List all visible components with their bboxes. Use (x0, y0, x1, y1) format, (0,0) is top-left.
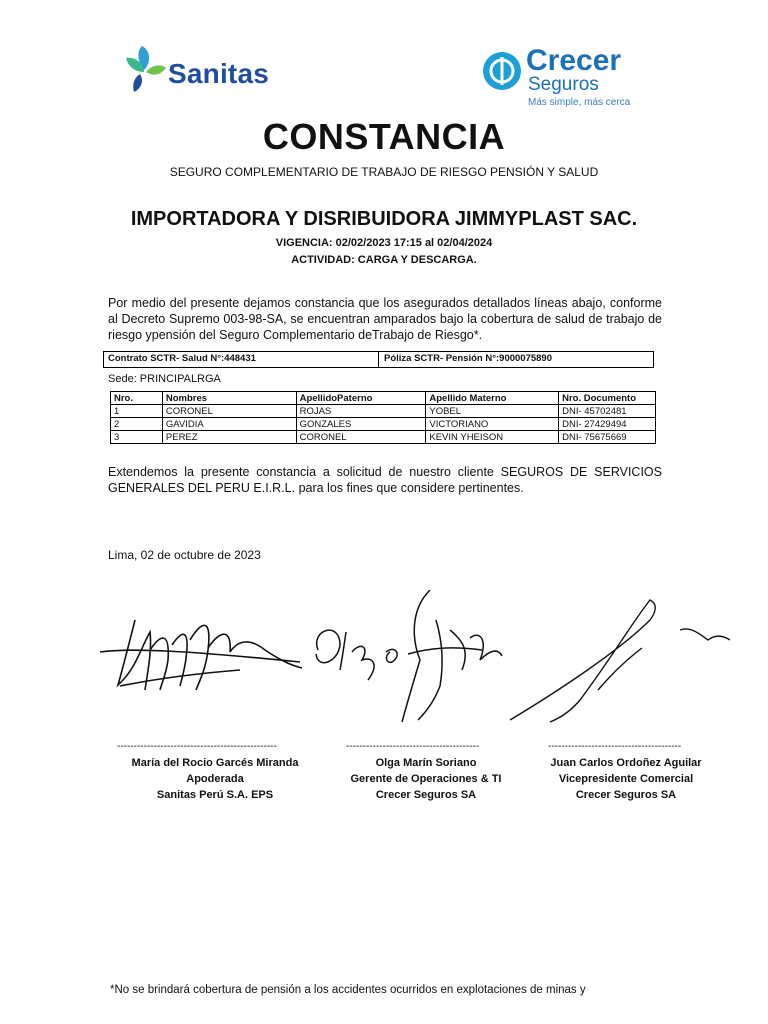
header-apellido-paterno: ApellidoPaterno (296, 392, 426, 405)
table-row (111, 431, 656, 444)
date-line: Lima, 02 de octubre de 2023 (108, 548, 261, 562)
signature-3 (510, 600, 730, 722)
signature-1 (100, 620, 302, 690)
cell-nro: 3 (111, 431, 163, 444)
document-title: CONSTANCIA (262, 116, 506, 157)
signer-name: María del Rocio Garcés Miranda (131, 757, 299, 769)
company-name: IMPORTADORA Y DISRIBUIDORA JIMMYPLAST SAC. (130, 208, 638, 230)
signer-role: Vicepresidente Comercial (558, 773, 694, 785)
crecer-subword: Seguros (528, 74, 599, 95)
closing-paragraph: Extendemos la presente constancia a solicitud de nuestro cliente SEGUROS DE SERVICIOS GENERALES DEL PERU E.I.R.L. para los fines que considere pertinentes. (108, 465, 662, 495)
signatures-image (90, 590, 730, 730)
signer-org: Sanitas Perú S.A. EPS (156, 789, 274, 801)
signature-block-2 (326, 755, 526, 803)
document-subtitle: SEGURO COMPLEMENTARIO DE TRABAJO DE RIESGO PENSIÓN Y SALUD (169, 165, 599, 179)
crecer-logo (482, 44, 652, 110)
table-row (111, 418, 656, 431)
signature-block-1 (100, 755, 330, 803)
cell-apellido-materno: YOBEL (426, 405, 559, 418)
signature-2 (316, 590, 502, 722)
signature-block-3 (526, 755, 726, 803)
cell-documento: DNI- 45702481 (559, 405, 656, 418)
sede-label: Sede: PRINCIPALRGA (108, 373, 221, 385)
header-documento: Nro. Documento (559, 392, 656, 405)
cell-apellido-materno: KEVIN YHEISON (426, 431, 559, 444)
actividad-line: ACTIVIDAD: CARGA Y DESCARGA. (291, 254, 477, 266)
signer-role: Gerente de Operaciones & TI (350, 773, 502, 785)
header-nro: Nro. (111, 392, 163, 405)
sanitas-leaf-icon (122, 42, 168, 94)
signature-line-3: ---------------------------------------- (548, 741, 682, 752)
signature-line-2: ---------------------------------------- (346, 741, 480, 752)
signer-name: Juan Carlos Ordoñez Aguilar (550, 757, 702, 769)
signature-line-1: ------------------------------------------------ (117, 741, 277, 752)
signer-org: Crecer Seguros SA (375, 789, 477, 801)
cell-documento: DNI- 75675669 (559, 431, 656, 444)
signer-role: Apoderada (186, 773, 244, 785)
cell-apellido-materno: VICTORIANO (426, 418, 559, 431)
cell-documento: DNI- 27429494 (559, 418, 656, 431)
crecer-circle-icon (482, 51, 522, 91)
cell-apellido-paterno: CORONEL (296, 431, 426, 444)
table-row (111, 405, 656, 418)
sanitas-wordmark: Sanitas (168, 58, 269, 89)
contract-box (103, 351, 654, 368)
intro-paragraph: Por medio del presente dejamos constancia que los asegurados detallados líneas abajo, conforme al Decreto Supremo 003-98-SA, se encuentran amparados bajo la cobertura de salud de trabajo de riesgo ypensión del Seguro Complementario deTrabajo de Riesgo*. (108, 296, 662, 342)
header-nombres: Nombres (162, 392, 296, 405)
cell-apellido-paterno: ROJAS (296, 405, 426, 418)
contract-divider (378, 352, 379, 367)
table-header-row (111, 392, 656, 405)
crecer-wordmark: Crecer (526, 44, 622, 77)
cell-nombres: PEREZ (162, 431, 296, 444)
sanitas-logo (122, 42, 292, 94)
poliza-pension: Póliza SCTR- Pensión N°:9000075890 (384, 353, 553, 364)
signer-org: Crecer Seguros SA (575, 789, 677, 801)
cell-nombres: GAVIDIA (162, 418, 296, 431)
contract-salud: Contrato SCTR- Salud N°:448431 (108, 353, 256, 364)
footnote: *No se brindará cobertura de pensión a los accidentes ocurridos en explotaciones de minas y (110, 984, 586, 996)
signer-name: Olga Marín Soriano (375, 757, 477, 769)
insured-table (110, 391, 656, 444)
cell-nro: 1 (111, 405, 163, 418)
cell-nro: 2 (111, 418, 163, 431)
header-apellido-materno: Apellido Materno (426, 392, 559, 405)
vigencia-line: VIGENCIA: 02/02/2023 17:15 al 02/04/2024 (275, 237, 493, 249)
cell-apellido-paterno: GONZALES (296, 418, 426, 431)
crecer-tagline: Más simple, más cerca (528, 97, 631, 108)
cell-nombres: CORONEL (162, 405, 296, 418)
